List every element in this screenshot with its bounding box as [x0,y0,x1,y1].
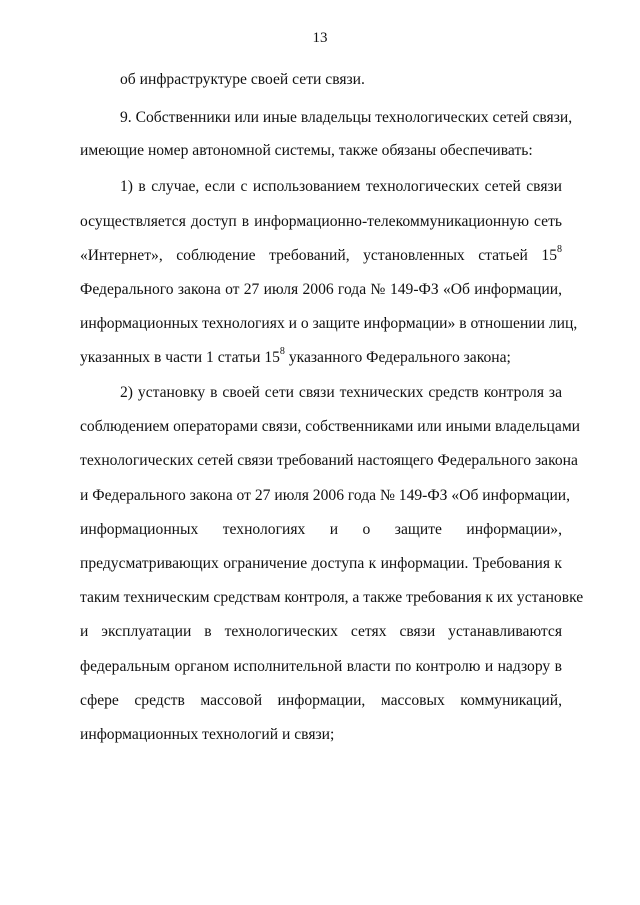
text-line-19: сфере средств массовой информации, массовых коммуникаций, [80,692,562,709]
superscript-8-second: 8 [279,345,285,357]
text-line-9 [80,345,562,368]
text-line-3: имеющие номер автономной системы, также обязаны обеспечивать: [80,142,533,159]
text-line-7: Федерального закона от 27 июля 2006 года № 149-ФЗ «Об информации, [80,281,562,298]
superscript-8: 8 [557,243,562,255]
text-line-18: федеральным органом исполнительной власти по контролю и надзору в [80,658,562,675]
text-line-13: и Федерального закона от 27 июля 2006 года № 149-ФЗ «Об информации, [80,487,571,504]
text-line-2: 9. Собственники или иные владельцы технологических сетей связи, [120,109,573,126]
text-line-6-body: «Интернет», соблюдение требований, установленных статьей 15 [80,247,557,264]
text-line-4: 1) в случае, если с использованием технологических сетей связи [120,178,562,195]
text-line-14: информационных технологиях и о защите информации», [80,521,562,538]
text-line-11: соблюдением операторами связи, собственниками или иными владельцами [80,418,581,435]
text-line-8: информационных технологиях и о защите информации» в отношении лиц, [80,315,578,332]
text-line-9-end: указанного Федерального закона; [284,349,511,366]
text-line-6 [80,243,562,266]
text-line-9-start: указанных в части 1 статьи 15 [80,349,280,366]
page-number: 13 [312,30,328,46]
text-line-15: предусматривающих ограничение доступа к информации. Требования к [80,555,562,572]
text-line-20: информационных технологий и связи; [80,726,335,743]
text-line-1: об инфраструктуре своей сети связи. [120,71,365,88]
text-line-12: технологических сетей связи требований настоящего Федерального закона [80,452,578,469]
text-line-10: 2) установку в своей сети связи технических средств контроля за [120,384,562,401]
text-line-16: таким техническим средствам контроля, а также требования к их установке [80,589,584,606]
text-line-17: и эксплуатации в технологических сетях связи устанавливаются [80,623,562,640]
text-line-5: осуществляется доступ в информационно-телекоммуникационную сеть [80,213,562,230]
